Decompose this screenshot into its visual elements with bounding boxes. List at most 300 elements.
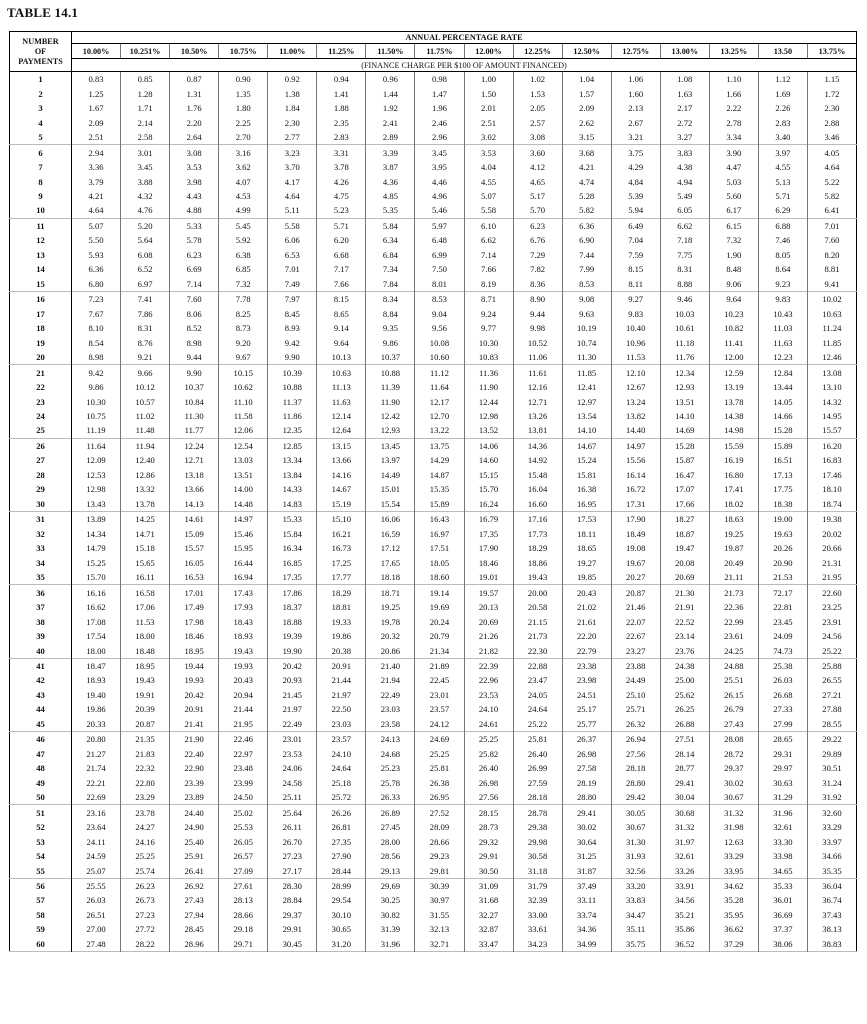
finance-charge-cell: 12.44 bbox=[464, 394, 513, 408]
finance-charge-cell: 20.87 bbox=[121, 717, 170, 732]
payments-cell: 46 bbox=[10, 732, 72, 747]
finance-charge-cell: 13.81 bbox=[513, 423, 562, 438]
finance-charge-cell: 12.23 bbox=[758, 350, 807, 365]
finance-charge-cell: 3.16 bbox=[219, 145, 268, 160]
finance-charge-cell: 12.71 bbox=[170, 453, 219, 467]
finance-charge-cell: 3.79 bbox=[88, 176, 104, 187]
finance-charge-cell: 28.45 bbox=[170, 922, 219, 936]
finance-charge-cell: 20.93 bbox=[268, 673, 317, 687]
finance-charge-cell: 12.63 bbox=[709, 834, 758, 848]
finance-charge-cell: 5.07 bbox=[88, 220, 104, 231]
payments-cell: 4 bbox=[10, 115, 72, 129]
finance-charge-cell: 14.13 bbox=[170, 497, 219, 512]
finance-charge-cell: 27.43 bbox=[709, 717, 758, 732]
payments-cell: 56 bbox=[10, 878, 72, 893]
payments-cell: 20 bbox=[10, 350, 72, 365]
finance-charge-cell: 8.71 bbox=[464, 292, 513, 307]
table-row bbox=[10, 688, 857, 702]
finance-charge-cell: 21.95 bbox=[219, 717, 268, 732]
finance-charge-cell: 23.47 bbox=[513, 673, 562, 687]
finance-charge-cell: 17.90 bbox=[464, 541, 513, 555]
finance-charge-cell: 31.18 bbox=[513, 863, 562, 878]
finance-charge-cell: 20.91 bbox=[317, 658, 366, 673]
finance-charge-cell: 36.52 bbox=[660, 937, 709, 952]
payments-cell: 18 bbox=[10, 321, 72, 335]
finance-charge-cell: 27.56 bbox=[611, 747, 660, 761]
finance-charge-cell: 19.39 bbox=[268, 629, 317, 643]
finance-charge-cell: 29.32 bbox=[464, 834, 513, 848]
finance-charge-cell: 33.20 bbox=[611, 878, 660, 893]
finance-charge-cell: 21.97 bbox=[268, 702, 317, 716]
finance-charge-cell: 1.02 bbox=[513, 72, 562, 87]
finance-charge-cell: 21.40 bbox=[366, 658, 415, 673]
finance-charge-cell: 8.45 bbox=[268, 307, 317, 321]
finance-charge-cell: 7.97 bbox=[268, 292, 317, 307]
finance-charge-cell: 21.94 bbox=[366, 673, 415, 687]
rate-header-cell: 11.50% bbox=[366, 44, 415, 59]
finance-charge-cell: 11.63 bbox=[758, 335, 807, 349]
finance-charge-cell: 28.66 bbox=[415, 834, 464, 848]
finance-charge-cell: 16.11 bbox=[121, 570, 170, 585]
finance-charge-cell: 6.08 bbox=[121, 248, 170, 262]
finance-charge-cell: 13.15 bbox=[317, 438, 366, 453]
finance-charge-cell: 11.03 bbox=[758, 321, 807, 335]
finance-charge-cell: 31.93 bbox=[611, 849, 660, 863]
finance-charge-cell: 37.29 bbox=[709, 937, 758, 952]
finance-charge-cell: 12.59 bbox=[709, 365, 758, 380]
finance-charge-cell: 16.44 bbox=[219, 555, 268, 569]
finance-charge-cell: 14.40 bbox=[611, 423, 660, 438]
finance-charge-cell: 35.35 bbox=[807, 863, 856, 878]
finance-charge-cell: 26.94 bbox=[611, 732, 660, 747]
finance-charge-cell: 7.99 bbox=[562, 262, 611, 276]
finance-charge-cell: 9.90 bbox=[170, 365, 219, 380]
finance-charge-cell: 4.21 bbox=[88, 190, 104, 201]
finance-charge-cell: 6.05 bbox=[660, 203, 709, 218]
payments-cell: 59 bbox=[10, 922, 72, 936]
finance-charge-cell: 5.82 bbox=[562, 203, 611, 218]
finance-charge-cell: 10.88 bbox=[366, 365, 415, 380]
rate-header-cell: 12.75% bbox=[611, 44, 660, 59]
finance-charge-cell: 16.16 bbox=[86, 587, 106, 598]
finance-charge-cell: 10.84 bbox=[170, 394, 219, 408]
finance-charge-cell: 28.99 bbox=[317, 878, 366, 893]
rate-header-cell: 13.00% bbox=[660, 44, 709, 59]
finance-charge-cell: 14.10 bbox=[660, 409, 709, 423]
finance-charge-cell: 32.60 bbox=[807, 805, 856, 820]
finance-charge-cell: 33.74 bbox=[562, 908, 611, 922]
finance-charge-cell: 8.76 bbox=[121, 335, 170, 349]
finance-charge-cell: 3.31 bbox=[317, 145, 366, 160]
finance-charge-cell: 13.22 bbox=[415, 423, 464, 438]
finance-charge-cell: 26.88 bbox=[660, 717, 709, 732]
finance-charge-cell: 4.55 bbox=[464, 174, 513, 188]
finance-charge-cell: 35.86 bbox=[660, 922, 709, 936]
table-row bbox=[10, 512, 857, 527]
finance-charge-cell: 31.97 bbox=[660, 834, 709, 848]
finance-charge-cell: 26.81 bbox=[317, 820, 366, 834]
table-row bbox=[10, 160, 857, 174]
finance-charge-cell: 34.65 bbox=[758, 863, 807, 878]
finance-charge-cell: 22.45 bbox=[415, 673, 464, 687]
finance-charge-cell: 18.65 bbox=[562, 541, 611, 555]
finance-charge-cell: 18.93 bbox=[86, 675, 106, 686]
finance-charge-cell: 15.54 bbox=[366, 497, 415, 512]
finance-charge-cell: 36.62 bbox=[709, 922, 758, 936]
finance-charge-cell: 1.15 bbox=[807, 72, 856, 87]
finance-charge-cell: 28.15 bbox=[464, 805, 513, 820]
finance-charge-cell: 23.45 bbox=[758, 614, 807, 628]
finance-charge-cell: 23.76 bbox=[660, 643, 709, 658]
finance-charge-cell: 4.65 bbox=[513, 174, 562, 188]
finance-charge-cell: 11.64 bbox=[86, 440, 106, 451]
finance-charge-cell: 9.83 bbox=[611, 307, 660, 321]
finance-charge-cell: 16.04 bbox=[513, 482, 562, 496]
finance-charge-cell: 11.94 bbox=[121, 438, 170, 453]
payments-cell: 17 bbox=[10, 307, 72, 321]
finance-charge-cell: 29.98 bbox=[513, 834, 562, 848]
finance-charge-cell: 14.92 bbox=[513, 453, 562, 467]
table-row bbox=[10, 658, 857, 673]
finance-charge-cell: 20.90 bbox=[758, 555, 807, 569]
table-row bbox=[10, 761, 857, 775]
finance-charge-cell: 18.46 bbox=[464, 555, 513, 569]
finance-charge-cell: 28.84 bbox=[268, 893, 317, 907]
finance-charge-cell: 28.77 bbox=[660, 761, 709, 775]
finance-charge-cell: 23.29 bbox=[121, 790, 170, 805]
finance-charge-cell: 9.44 bbox=[513, 307, 562, 321]
finance-charge-cell: 8.11 bbox=[611, 277, 660, 292]
finance-charge-cell: 32.87 bbox=[464, 922, 513, 936]
payments-cell: 44 bbox=[10, 702, 72, 716]
rate-header-cell: 11.00% bbox=[268, 44, 317, 59]
finance-charge-cell: 4.75 bbox=[317, 189, 366, 203]
finance-charge-cell: 0.92 bbox=[268, 72, 317, 87]
finance-charge-cell: 29.23 bbox=[415, 849, 464, 863]
finance-charge-cell: 6.38 bbox=[219, 248, 268, 262]
finance-charge-cell: 8.36 bbox=[513, 277, 562, 292]
finance-charge-cell: 6.20 bbox=[317, 233, 366, 247]
finance-charge-cell: 17.08 bbox=[86, 616, 106, 627]
finance-charge-cell: 9.56 bbox=[415, 321, 464, 335]
finance-charge-cell: 16.85 bbox=[268, 555, 317, 569]
table-row bbox=[10, 790, 857, 805]
finance-charge-cell: 34.62 bbox=[709, 878, 758, 893]
finance-charge-cell: 12.42 bbox=[366, 409, 415, 423]
payments-cell: 11 bbox=[10, 218, 72, 233]
table-row bbox=[10, 468, 857, 482]
finance-charge-cell: 6.80 bbox=[88, 278, 104, 289]
finance-charge-cell: 27.59 bbox=[513, 776, 562, 790]
finance-charge-cell: 3.15 bbox=[562, 130, 611, 145]
finance-charge-cell: 1.44 bbox=[366, 86, 415, 100]
finance-charge-cell: 30.82 bbox=[366, 908, 415, 922]
finance-charge-cell: 74.73 bbox=[758, 643, 807, 658]
finance-charge-cell: 17.41 bbox=[709, 482, 758, 496]
finance-charge-cell: 32.61 bbox=[660, 849, 709, 863]
table-row bbox=[10, 893, 857, 907]
finance-charge-cell: 9.21 bbox=[121, 350, 170, 365]
payments-cell: 19 bbox=[10, 335, 72, 349]
number-of-payments-header bbox=[10, 32, 72, 72]
finance-charge-cell: 25.02 bbox=[219, 805, 268, 820]
table-row bbox=[10, 365, 857, 380]
finance-charge-cell: 12.93 bbox=[366, 423, 415, 438]
finance-charge-cell: 22.97 bbox=[219, 747, 268, 761]
payments-cell: 47 bbox=[10, 747, 72, 761]
finance-charge-cell: 2.62 bbox=[562, 115, 611, 129]
finance-charge-cell: 3.23 bbox=[268, 145, 317, 160]
finance-charge-cell: 35.28 bbox=[709, 893, 758, 907]
finance-charge-cell: 7.86 bbox=[121, 307, 170, 321]
finance-charge-cell: 20.13 bbox=[464, 600, 513, 614]
finance-charge-cell: 23.91 bbox=[807, 614, 856, 628]
payments-cell: 26 bbox=[10, 438, 72, 453]
finance-charge-cell: 4.29 bbox=[611, 160, 660, 174]
payments-cell: 22 bbox=[10, 380, 72, 394]
payments-cell: 16 bbox=[10, 292, 72, 307]
finance-charge-cell: 26.03 bbox=[758, 673, 807, 687]
finance-charge-cell: 19.67 bbox=[611, 555, 660, 569]
finance-charge-cell: 3.98 bbox=[170, 174, 219, 188]
finance-charge-cell: 15.24 bbox=[562, 453, 611, 467]
finance-charge-cell: 15.33 bbox=[268, 512, 317, 527]
finance-charge-cell: 20.42 bbox=[170, 688, 219, 702]
finance-charge-cell: 4.32 bbox=[121, 189, 170, 203]
finance-charge-cell: 9.35 bbox=[366, 321, 415, 335]
table-row bbox=[10, 394, 857, 408]
finance-charge-cell: 7.04 bbox=[611, 233, 660, 247]
finance-charge-cell: 26.92 bbox=[170, 878, 219, 893]
finance-charge-cell: 28.55 bbox=[807, 717, 856, 732]
finance-charge-cell: 14.67 bbox=[562, 438, 611, 453]
finance-charge-cell: 23.61 bbox=[709, 629, 758, 643]
finance-charge-cell: 29.97 bbox=[758, 761, 807, 775]
finance-charge-cell: 19.86 bbox=[86, 704, 106, 715]
finance-charge-cell: 16.47 bbox=[660, 468, 709, 482]
finance-charge-cell: 29.54 bbox=[317, 893, 366, 907]
finance-charge-cell: 19.01 bbox=[464, 570, 513, 585]
payments-cell: 51 bbox=[10, 805, 72, 820]
finance-charge-cell: 22.20 bbox=[562, 629, 611, 643]
finance-charge-cell: 37.49 bbox=[562, 878, 611, 893]
finance-charge-cell: 16.97 bbox=[415, 527, 464, 541]
finance-charge-cell: 20.24 bbox=[415, 614, 464, 628]
finance-charge-cell: 14.38 bbox=[709, 409, 758, 423]
finance-charge-cell: 1.88 bbox=[317, 101, 366, 115]
payments-cell: 31 bbox=[10, 512, 72, 527]
finance-charge-cell: 8.31 bbox=[121, 321, 170, 335]
finance-charge-cell: 3.45 bbox=[121, 160, 170, 174]
finance-charge-cell: 18.29 bbox=[317, 585, 366, 600]
finance-charge-cell: 11.37 bbox=[268, 394, 317, 408]
finance-charge-cell: 10.08 bbox=[415, 335, 464, 349]
finance-charge-cell: 14.34 bbox=[86, 528, 106, 539]
finance-charge-cell: 23.58 bbox=[366, 717, 415, 732]
finance-charge-cell: 2.58 bbox=[121, 130, 170, 145]
finance-charge-cell: 36.74 bbox=[807, 893, 856, 907]
finance-charge-cell: 4.05 bbox=[807, 145, 856, 160]
finance-charge-cell: 21.61 bbox=[562, 614, 611, 628]
finance-charge-cell: 27.58 bbox=[562, 761, 611, 775]
finance-charge-cell: 22.30 bbox=[513, 643, 562, 658]
finance-charge-cell: 16.38 bbox=[562, 482, 611, 496]
finance-charge-cell: 24.25 bbox=[709, 643, 758, 658]
finance-charge-cell: 12.41 bbox=[562, 380, 611, 394]
finance-charge-cell: 28.08 bbox=[709, 732, 758, 747]
finance-charge-cell: 2.51 bbox=[464, 115, 513, 129]
finance-charge-cell: 17.35 bbox=[464, 527, 513, 541]
finance-charge-cell: 18.37 bbox=[268, 600, 317, 614]
finance-charge-cell: 18.74 bbox=[807, 497, 856, 512]
finance-charge-cell: 31.25 bbox=[562, 849, 611, 863]
finance-charge-cell: 11.58 bbox=[219, 409, 268, 423]
rate-header-cell: 10.50% bbox=[170, 44, 219, 59]
finance-charge-cell: 11.39 bbox=[366, 380, 415, 394]
finance-charge-cell: 25.22 bbox=[807, 643, 856, 658]
finance-charge-cell: 30.97 bbox=[415, 893, 464, 907]
finance-charge-cell: 2.09 bbox=[562, 101, 611, 115]
finance-charge-cell: 18.71 bbox=[366, 585, 415, 600]
finance-charge-cell: 23.01 bbox=[415, 688, 464, 702]
finance-charge-cell: 24.12 bbox=[415, 717, 464, 732]
finance-charge-cell: 19.91 bbox=[121, 688, 170, 702]
finance-charge-cell: 4.04 bbox=[464, 160, 513, 174]
finance-charge-cell: 32.71 bbox=[415, 937, 464, 952]
finance-charge-cell: 26.23 bbox=[121, 878, 170, 893]
finance-charge-cell: 21.82 bbox=[464, 643, 513, 658]
finance-charge-cell: 31.98 bbox=[709, 820, 758, 834]
finance-charge-cell: 5.97 bbox=[415, 218, 464, 233]
finance-charge-cell: 2.64 bbox=[170, 130, 219, 145]
finance-charge-cell: 24.64 bbox=[513, 702, 562, 716]
finance-charge-cell: 30.45 bbox=[268, 937, 317, 952]
finance-charge-cell: 15.28 bbox=[660, 438, 709, 453]
finance-charge-cell: 19.78 bbox=[366, 614, 415, 628]
finance-charge-cell: 14.33 bbox=[268, 482, 317, 496]
finance-charge-cell: 24.10 bbox=[464, 702, 513, 716]
finance-charge-cell: 3.08 bbox=[513, 130, 562, 145]
finance-charge-cell: 8.25 bbox=[219, 307, 268, 321]
finance-charge-cell: 24.68 bbox=[366, 747, 415, 761]
finance-charge-cell: 4.21 bbox=[562, 160, 611, 174]
finance-charge-cell: 16.19 bbox=[709, 453, 758, 467]
table-row bbox=[10, 732, 857, 747]
finance-charge-cell: 21.26 bbox=[464, 629, 513, 643]
finance-charge-cell: 10.75 bbox=[86, 411, 106, 422]
finance-charge-cell: 19.25 bbox=[709, 527, 758, 541]
finance-charge-cell: 2.26 bbox=[758, 101, 807, 115]
finance-charge-cell: 4.64 bbox=[268, 189, 317, 203]
finance-charge-cell: 3.46 bbox=[807, 130, 856, 145]
finance-charge-cell: 2.46 bbox=[415, 115, 464, 129]
finance-charge-cell: 3.97 bbox=[758, 145, 807, 160]
finance-charge-cell: 13.78 bbox=[709, 394, 758, 408]
table-row bbox=[10, 189, 857, 203]
finance-charge-cell: 14.95 bbox=[807, 409, 856, 423]
finance-charge-cell: 1.67 bbox=[88, 103, 104, 114]
finance-charge-cell: 11.12 bbox=[415, 365, 464, 380]
finance-charge-cell: 19.63 bbox=[758, 527, 807, 541]
finance-charge-cell: 12.24 bbox=[170, 438, 219, 453]
finance-charge-cell: 9.42 bbox=[268, 335, 317, 349]
finance-charge-cell: 21.90 bbox=[170, 732, 219, 747]
finance-charge-cell: 24.09 bbox=[758, 629, 807, 643]
payments-cell: 25 bbox=[10, 423, 72, 438]
finance-charge-cell: 4.12 bbox=[513, 160, 562, 174]
finance-charge-cell: 3.08 bbox=[170, 145, 219, 160]
finance-charge-cell: 23.57 bbox=[317, 732, 366, 747]
finance-charge-cell: 6.90 bbox=[562, 233, 611, 247]
finance-charge-cell: 11.61 bbox=[513, 365, 562, 380]
finance-charge-cell: 22.69 bbox=[86, 792, 106, 803]
finance-charge-cell: 20.39 bbox=[121, 702, 170, 716]
finance-charge-cell: 7.50 bbox=[415, 262, 464, 276]
finance-charge-cell: 7.17 bbox=[317, 262, 366, 276]
finance-charge-cell: 18.49 bbox=[611, 527, 660, 541]
finance-charge-cell: 3.68 bbox=[562, 145, 611, 160]
finance-charge-cell: 2.83 bbox=[317, 130, 366, 145]
finance-charge-cell: 29.37 bbox=[709, 761, 758, 775]
finance-charge-cell: 23.53 bbox=[464, 688, 513, 702]
finance-charge-cell: 1.31 bbox=[170, 86, 219, 100]
finance-charge-cell: 23.48 bbox=[219, 761, 268, 775]
finance-charge-cell: 14.60 bbox=[464, 453, 513, 467]
finance-charge-cell: 13.51 bbox=[660, 394, 709, 408]
finance-charge-cell: 18.18 bbox=[366, 570, 415, 585]
finance-charge-cell: 22.07 bbox=[611, 614, 660, 628]
finance-charge-cell: 3.02 bbox=[464, 130, 513, 145]
finance-charge-cell: 29.42 bbox=[611, 790, 660, 805]
payments-cell: 3 bbox=[10, 101, 72, 115]
payments-cell: 49 bbox=[10, 776, 72, 790]
finance-charge-cell: 24.49 bbox=[611, 673, 660, 687]
finance-charge-cell: 2.78 bbox=[709, 115, 758, 129]
finance-charge-cell: 7.29 bbox=[513, 248, 562, 262]
finance-charge-cell: 26.05 bbox=[219, 834, 268, 848]
finance-charge-cell: 25.11 bbox=[268, 790, 317, 805]
finance-charge-cell: 4.94 bbox=[660, 174, 709, 188]
finance-charge-cell: 2.96 bbox=[415, 130, 464, 145]
finance-charge-cell: 20.91 bbox=[170, 702, 219, 716]
finance-charge-cell: 10.43 bbox=[758, 307, 807, 321]
finance-charge-cell: 8.15 bbox=[611, 262, 660, 276]
table-row bbox=[10, 585, 857, 600]
finance-charge-cell: 28.65 bbox=[758, 732, 807, 747]
finance-charge-cell: 9.44 bbox=[170, 350, 219, 365]
finance-charge-cell: 12.34 bbox=[660, 365, 709, 380]
table-row bbox=[10, 702, 857, 716]
finance-charge-cell: 13.43 bbox=[86, 498, 106, 509]
finance-charge-cell: 11.02 bbox=[121, 409, 170, 423]
finance-charge-cell: 19.86 bbox=[317, 629, 366, 643]
finance-charge-cell: 25.81 bbox=[415, 761, 464, 775]
finance-charge-cell: 13.82 bbox=[611, 409, 660, 423]
finance-charge-cell: 19.69 bbox=[415, 600, 464, 614]
finance-charge-cell: 15.89 bbox=[415, 497, 464, 512]
finance-charge-cell: 16.94 bbox=[219, 570, 268, 585]
finance-charge-cell: 23.39 bbox=[170, 776, 219, 790]
finance-charge-cell: 5.22 bbox=[807, 174, 856, 188]
finance-charge-cell: 6.36 bbox=[88, 264, 104, 275]
finance-charge-cell: 7.59 bbox=[611, 248, 660, 262]
apr-table bbox=[9, 31, 857, 952]
table-row bbox=[10, 453, 857, 467]
finance-charge-cell: 1.76 bbox=[170, 101, 219, 115]
finance-charge-cell: 20.08 bbox=[660, 555, 709, 569]
finance-charge-cell: 13.78 bbox=[121, 497, 170, 512]
finance-charge-cell: 10.37 bbox=[366, 350, 415, 365]
